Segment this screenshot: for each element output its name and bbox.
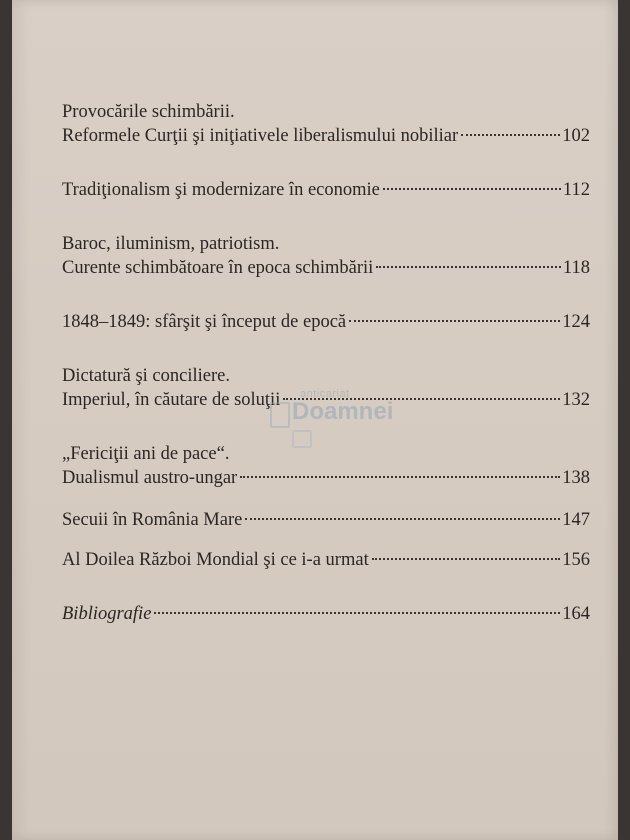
table-of-contents xyxy=(62,100,590,626)
toc-entry xyxy=(62,508,590,532)
toc-entry-title-line-1: Dictatură şi conciliere. xyxy=(62,366,230,386)
toc-page-number: 147 xyxy=(562,510,590,530)
watermark-top-text: anticariat xyxy=(300,388,350,400)
dot-leader xyxy=(154,612,560,614)
toc-line xyxy=(62,364,590,388)
toc-line xyxy=(62,310,590,334)
toc-line xyxy=(62,442,590,466)
toc-entry-title-line-2: Dualismul austro-ungar xyxy=(62,468,238,488)
toc-line xyxy=(62,388,590,412)
toc-entry xyxy=(62,310,590,334)
toc-entry-title-line-2: Curente schimbătoare în epoca schimbării xyxy=(62,258,374,278)
toc-page-number: 124 xyxy=(562,312,590,332)
dot-leader xyxy=(376,266,561,268)
toc-line xyxy=(62,232,590,256)
dot-leader xyxy=(461,134,560,136)
toc-entry-title-line-1: Provocările schimbării. xyxy=(62,102,235,122)
toc-line xyxy=(62,602,590,626)
dot-leader xyxy=(245,518,560,520)
toc-entry-title-line-1: Tradiţionalism şi modernizare în economie xyxy=(62,180,380,200)
toc-page-number: 118 xyxy=(562,258,590,278)
toc-page-number: 164 xyxy=(562,604,590,624)
toc-entry xyxy=(62,548,590,572)
toc-entry-title-line-1: Baroc, iluminism, patriotism. xyxy=(62,234,280,254)
toc-line xyxy=(62,548,590,572)
dot-leader xyxy=(349,320,560,322)
toc-entry xyxy=(62,442,590,490)
toc-line xyxy=(62,178,590,202)
toc-page-number: 132 xyxy=(562,390,590,410)
toc-entry xyxy=(62,100,590,148)
toc-page-number: 112 xyxy=(562,180,590,200)
toc-line xyxy=(62,124,590,148)
dot-leader xyxy=(283,398,560,400)
toc-entry-title-line-2: Reformele Curţii şi iniţiativele liberalismului nobiliar xyxy=(62,126,459,146)
toc-line xyxy=(62,466,590,490)
toc-entry xyxy=(62,602,590,626)
toc-page-number: 138 xyxy=(562,468,590,488)
book-page xyxy=(12,0,618,840)
toc-entry-title-line-1: „Fericiţii ani de pace“. xyxy=(62,444,230,464)
toc-entry-title-line-2: Imperiul, în căutare de soluţii xyxy=(62,390,281,410)
dot-leader xyxy=(240,476,560,478)
toc-page-number: 156 xyxy=(562,550,590,570)
toc-entry-title-line-1: Al Doilea Război Mondial şi ce i-a urmat xyxy=(62,550,369,570)
toc-entry xyxy=(62,232,590,280)
toc-entry-title-bibliografie: Bibliografie xyxy=(62,604,152,624)
dot-leader xyxy=(383,188,561,190)
watermark-main-text: Doamnei xyxy=(292,398,394,425)
toc-entry xyxy=(62,364,590,412)
toc-entry-title-line-1: Secuii în România Mare xyxy=(62,510,243,530)
toc-entry-title-line-1: 1848–1849: sfârşit şi început de epocă xyxy=(62,312,347,332)
toc-line xyxy=(62,508,590,532)
toc-line xyxy=(62,256,590,280)
dot-leader xyxy=(372,558,561,560)
toc-entry xyxy=(62,178,590,202)
toc-page-number: 102 xyxy=(562,126,590,146)
toc-line xyxy=(62,100,590,124)
